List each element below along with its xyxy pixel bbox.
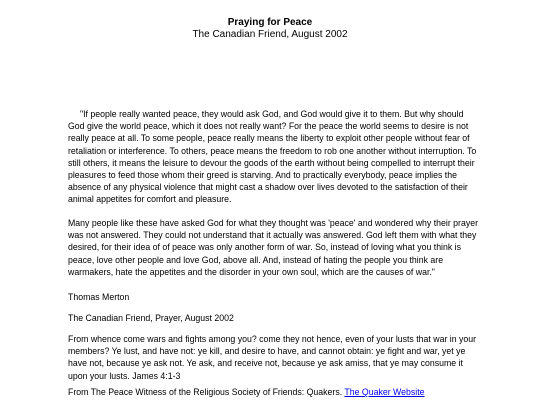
- merton-quote-paragraph-2: Many people like these have asked God for what they thought was 'peace' and wondered why their prayer was not answered. They could not understand that it actually was answered. God left them with what they desired, for their idea of of peace was only another form of war. So, instead of loving what you think is peace, love other people and love God, above all. And, instead of hating the people you think are warmakers, hate the appetites and the disorder in your own soul, which are the causes of war.": [68, 218, 478, 277]
- scripture-quote: From whence come wars and fights among you? come they not hence, even of your lusts that war in your members? Ye lust, and have not: ye kill, and desire to have, and cannot obtain: ye fight and war, yet ye have not, because ye ask not. Ye ask, and receive not, because ye ask amiss, that ye may consume it upon your lusts. James 4:1-3: [68, 334, 477, 381]
- footer-credit-text: From The Peace Witness of the Religious Society of Friends: Quakers.: [68, 387, 345, 397]
- quote-author: Thomas Merton: [68, 292, 130, 302]
- page-title: Praying for Peace: [227, 17, 313, 28]
- page-subtitle: The Canadian Friend, August 2002: [192, 29, 348, 40]
- footer-credit: [68, 386, 480, 398]
- quote-source: The Canadian Friend, Prayer, August 2002: [68, 313, 234, 323]
- merton-quote-paragraph-1: "If people really wanted peace, they would ask God, and God would give it to them. But why should God give the world peace, which it does not really want? For the peace the world seems to desire is not really peace at all. To some people, peace really means the liberty to exploit other people without fear of retaliation or interference. To others, peace means the freedom to rob one another without interruption. To still others, it means the leisure to devour the goods of the earth without being compelled to interrupt their pleasures to feed those whom their greed is starving. And to practically everybody, peace implies the absence of any physical violence that might cast a shadow over lives devoted to the satisfaction of their animal appetites for comfort and pleasure.: [68, 109, 477, 205]
- quaker-website-link[interactable]: The Quaker Website: [344, 387, 425, 397]
